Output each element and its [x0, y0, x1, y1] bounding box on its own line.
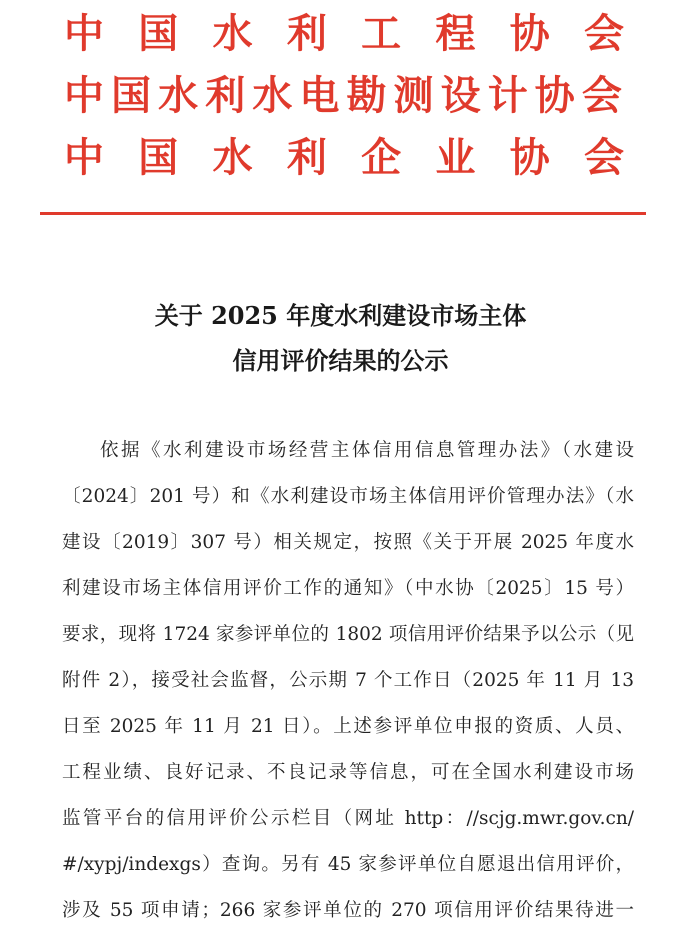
- org2-char: 电: [299, 72, 342, 119]
- body-line: 附件 2），接受社会监督，公示期 7 个工作日（2025 年 11 月 13: [62, 670, 634, 691]
- body-line: #/xypj/indexgs）查询。另有 45 家参评单位自愿退出信用评价，: [62, 854, 634, 875]
- org3-char: 水: [212, 134, 253, 181]
- org1-char: 会: [583, 10, 624, 57]
- org2-char: 利: [205, 72, 248, 119]
- org1-char: 协: [509, 10, 550, 57]
- org1-char: 利: [286, 10, 327, 57]
- document-title-line-1: 关于 2025 年度水利建设市场主体: [154, 301, 527, 330]
- org1-char: 水: [212, 10, 253, 57]
- org-name-enterprise-association: [64, 132, 624, 184]
- org2-char: 中: [64, 72, 106, 119]
- org2-char: 协: [534, 72, 577, 119]
- body-line: 监管平台的信用评价公示栏目（网址 http：//scjg.mwr.gov.cn/: [62, 808, 634, 829]
- body-line: 工程业绩、良好记录、不良记录等信息，可在全国水利建设市场: [62, 762, 634, 783]
- body-line: 涉及 55 项申请；266 家参评单位的 270 项信用评价结果待进一: [62, 900, 634, 921]
- body-line: 日至 2025 年 11 月 21 日）。上述参评单位申报的资质、人员、: [62, 716, 634, 737]
- document-body: [62, 428, 634, 934]
- org1-char: 国: [138, 10, 179, 57]
- org2-char: 国: [111, 72, 154, 119]
- org2-char: 水: [252, 72, 295, 119]
- org3-char: 企: [361, 134, 402, 181]
- body-line: 建设〔2019〕307 号）相关规定，按照《关于开展 2025 年度水: [62, 532, 634, 553]
- org2-char: 勘: [346, 72, 389, 119]
- body-line: 依据《水利建设市场经营主体信用信息管理办法》（水建设: [100, 440, 634, 461]
- org-name-water-engineering-association: [64, 8, 624, 60]
- org2-char: 计: [487, 72, 530, 119]
- org3-char: 协: [509, 134, 550, 181]
- org2-char: 测: [393, 72, 436, 119]
- org2-char: 会: [581, 72, 624, 119]
- org2-char: 水: [158, 72, 201, 119]
- letterhead-divider: [40, 212, 646, 215]
- org3-char: 会: [583, 134, 624, 181]
- org1-char: 工: [361, 10, 402, 57]
- org3-char: 业: [435, 134, 476, 181]
- org-name-survey-design-association: [64, 70, 624, 122]
- org3-char: 利: [286, 134, 327, 181]
- org2-char: 设: [440, 72, 483, 119]
- body-line: 要求，现将 1724 家参评单位的 1802 项信用评价结果予以公示（见: [62, 624, 634, 645]
- org3-char: 中: [64, 134, 104, 181]
- org3-char: 国: [138, 134, 179, 181]
- body-line: 利建设市场主体信用评价工作的通知》（中水协〔2025〕15 号）: [62, 578, 634, 599]
- org1-char: 中: [64, 10, 104, 57]
- body-line: 〔2024〕201 号）和《水利建设市场主体信用评价管理办法》（水: [62, 486, 634, 507]
- org1-char: 程: [435, 10, 476, 57]
- document-title-line-2: 信用评价结果的公示: [232, 346, 449, 375]
